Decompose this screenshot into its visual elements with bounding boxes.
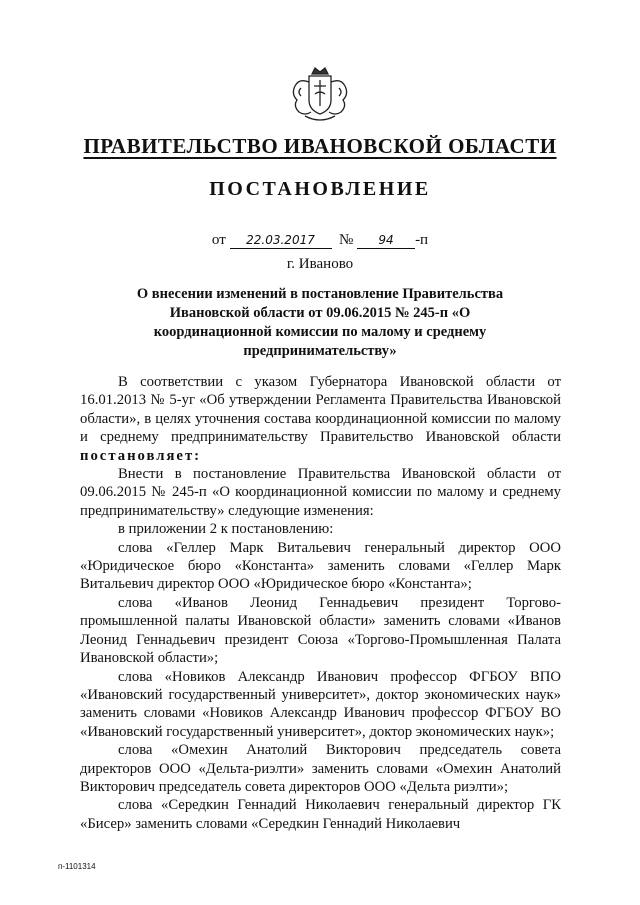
paragraph: слова «Омехин Анатолий Викторович председатель совета директоров ООО «Дельта-риэлти» заменить словами «Омехин Анатолий Викторович председатель совета директоров ООО «Дельта риэлти»; xyxy=(80,742,561,795)
footer-code: п-1101314 xyxy=(58,862,96,871)
decree-subject: О внесении изменений в постановление Правительства Ивановской области от 09.06.2015 № 245-п «О координационной комиссии по малому и среднему предпринимательству» xyxy=(136,286,504,359)
preamble-text: В соответствии с указом Губернатора Ивановской области от 16.01.2013 № 5-уг «Об утверждении Регламента Правительства Ивановской области», в целях уточнения состава координационной комиссии по малому и среднему предпринимательству Правительство Ивановской области xyxy=(80,374,561,446)
date-number-line xyxy=(0,232,640,249)
paragraph: Внести в постановление Правительства Ивановской области от 09.06.2015 № 245-п «О координационной комиссии по малому и среднему предпринимательству» следующие изменения: xyxy=(80,466,561,519)
paragraph: слова «Новиков Александр Иванович профессор ФГБОУ ВПО «Ивановский государственный университет», доктор экономических наук» заменить словами «Новиков Александр Иванович профессор ФГБОУ ВО «Ивановский государственный университет», доктор экономических наук»; xyxy=(80,668,561,740)
coat-of-arms-emblem xyxy=(285,62,355,126)
government-title: ПРАВИТЕЛЬСТВО ИВАНОВСКОЙ ОБЛАСТИ xyxy=(83,134,557,158)
date-prefix: от xyxy=(211,232,226,248)
city-line: г. Иваново xyxy=(286,256,354,272)
paragraph: слова «Геллер Марк Витальевич генеральный директор ООО «Юридическое бюро «Константа» заменить словами «Геллер Марк Витальевич директор ООО «Юридическое бюро «Константа»; xyxy=(80,539,561,593)
preamble-emphasis: постановляет: xyxy=(80,447,202,464)
document-body xyxy=(80,373,561,833)
paragraph-preamble xyxy=(80,373,561,465)
paragraph: слова «Середкин Геннадий Николаевич генеральный директор ГК «Бисер» заменить словами «Середкин Геннадий Николаевич xyxy=(80,797,561,832)
paragraph: в приложении 2 к постановлению: xyxy=(118,521,334,538)
number-value: 94 xyxy=(357,233,415,249)
number-sign: № xyxy=(339,232,354,248)
number-suffix: -п xyxy=(415,232,429,248)
document-type-title: ПОСТАНОВЛЕНИЕ xyxy=(209,178,431,200)
paragraph: слова «Иванов Леонид Геннадьевич президент Торгово-промышленной палаты Ивановской области» заменить словами «Иванов Леонид Геннадьевич президент Союза «Торгово-Промышленная Палата Ивановской области»; xyxy=(80,594,561,667)
date-value: 22.03.2017 xyxy=(230,233,332,249)
